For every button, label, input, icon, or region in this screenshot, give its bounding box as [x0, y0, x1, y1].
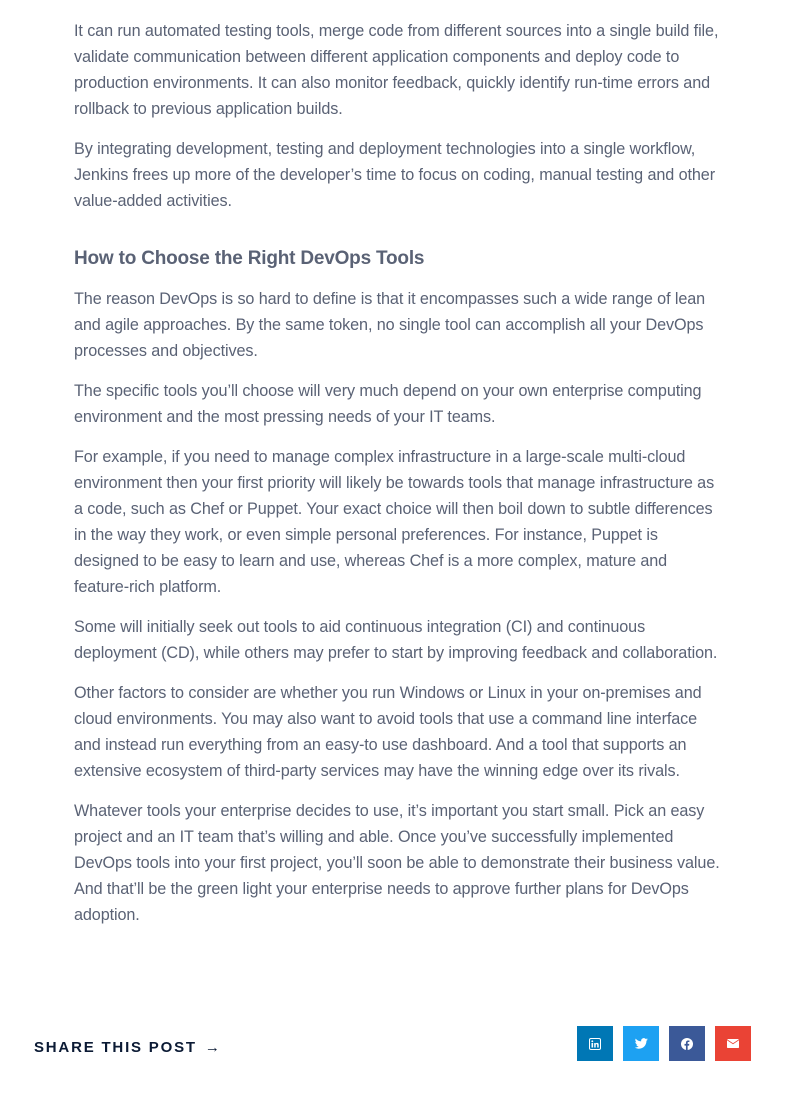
paragraph: Other factors to consider are whether you run Windows or Linux in your on-premises and cloud environments. You may also want to avoid tools that use a command line interface and instead run everything from an easy-to use dashboard. And a tool that supports an extensive ecosystem of third-party services may have the winning edge over its rivals. — [74, 684, 702, 780]
share-facebook-button[interactable] — [669, 1026, 705, 1061]
facebook-icon — [681, 1038, 693, 1050]
paragraph: For example, if you need to manage complex infrastructure in a large-scale multi-cloud environment then your first priority will likely be towards tools that manage infrastructure as a code, such as Chef or Puppet. Your exact choice will then boil down to subtle differences in the way they work, or even simple personal preferences. For instance, Puppet is designed to be easy to learn and use, whereas Chef is a more complex, mature and feature-rich platform. — [74, 448, 715, 596]
arrow-right-icon: → — [204, 1039, 220, 1056]
paragraph: By integrating development, testing and deployment technologies into a single workflow, Jenkins frees up more of the developer’s time to focus on coding, manual testing and other value-added activities. — [74, 140, 715, 210]
share-twitter-button[interactable] — [623, 1026, 659, 1061]
paragraph: Whatever tools your enterprise decides to use, it’s important you start small. Pick an easy project and an IT team that’s willing and able. Once you’ve successfully implemented DevOps tools into your first project, you’ll soon be able to demonstrate their business value. And that’ll be the green light your enterprise needs to approve further plans for DevOps adoption. — [74, 802, 720, 924]
share-linkedin-button[interactable] — [577, 1026, 613, 1061]
paragraph: The reason DevOps is so hard to define is that it encompasses such a wide range of lean and agile approaches. By the same token, no single tool can accomplish all your DevOps processes and objectives. — [74, 290, 706, 360]
share-email-button[interactable] — [715, 1026, 751, 1061]
email-icon — [727, 1039, 739, 1048]
paragraph: Some will initially seek out tools to aid continuous integration (CI) and continuous deployment (CD), while others may prefer to start by improving feedback and collaboration. — [74, 618, 718, 662]
share-buttons — [577, 1026, 751, 1061]
paragraph: The specific tools you’ll choose will very much depend on your own enterprise computing environment and the most pressing needs of your IT teams. — [74, 382, 702, 426]
share-label-text: SHARE THIS POST — [34, 1039, 197, 1056]
share-this-post-label — [34, 1039, 220, 1056]
article-body — [74, 18, 722, 942]
paragraph: It can run automated testing tools, merge code from different sources into a single build file, validate communication between different application components and deploy code to production environments. It can also monitor feedback, quickly identify run-time errors and rollback to previous application builds. — [74, 22, 719, 118]
twitter-icon — [635, 1038, 648, 1049]
section-heading: How to Choose the Right DevOps Tools — [74, 248, 425, 269]
linkedin-icon — [589, 1038, 601, 1050]
